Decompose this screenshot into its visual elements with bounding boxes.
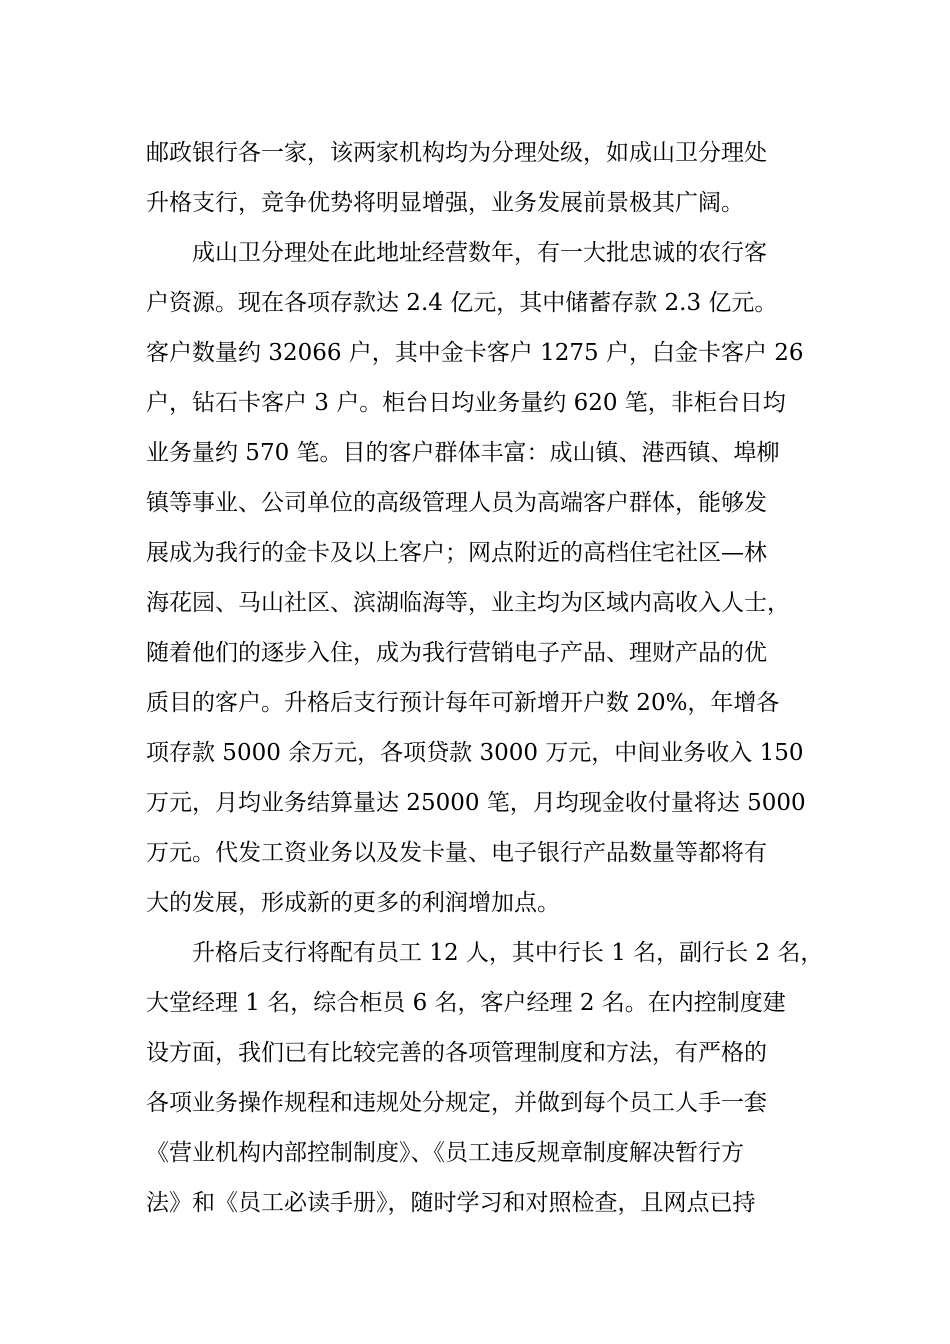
text-line: 升格支行，竞争优势将明显增强，业务发展前景极其广阔。 <box>146 190 744 216</box>
text-line: 海花园、马山社区、滨湖临海等，业主均为区域内高收入人士， <box>146 590 790 616</box>
text-line: 户，钻石卡客户 3 户。柜台日均业务量约 620 笔，非柜台日均 <box>146 390 786 416</box>
text-line: 项存款 5000 余万元，各项贷款 3000 万元，中间业务收入 150 <box>146 740 804 766</box>
text-line: 万元。代发工资业务以及发卡量、电子银行产品数量等都将有 <box>146 840 767 866</box>
text-line: 大的发展，形成新的更多的利润增加点。 <box>146 890 560 916</box>
text-line: 设方面，我们已有比较完善的各项管理制度和方法，有严格的 <box>146 1040 767 1066</box>
text-line: 客户数量约 32066 户，其中金卡客户 1275 户，白金卡客户 26 <box>146 340 804 366</box>
text-line: 展成为我行的金卡及以上客户；网点附近的高档住宅社区—林 <box>146 540 767 566</box>
text-line: 户资源。现在各项存款达 2.4 亿元，其中储蓄存款 2.3 亿元。 <box>146 290 778 316</box>
text-line: 质目的客户。升格后支行预计每年可新增开户数 20%，年增各 <box>146 690 780 716</box>
text-line: 各项业务操作规程和违规处分规定，并做到每个员工人手一套 <box>146 1090 767 1116</box>
text-line: 法》和《员工必读手册》，随时学习和对照检查，且网点已持 <box>146 1190 756 1216</box>
paragraph-start-line: 成山卫分理处在此地址经营数年，有一大批忠诚的农行客 <box>192 240 767 266</box>
paragraph-start-line: 升格后支行将配有员工 12 人，其中行长 1 名，副行长 2 名， <box>192 940 824 966</box>
text-line: 业务量约 570 笔。目的客户群体丰富：成山镇、港西镇、埠柳 <box>146 440 780 466</box>
text-line: 大堂经理 1 名，综合柜员 6 名，客户经理 2 名。在内控制度建 <box>146 990 786 1016</box>
text-line: 随着他们的逐步入住，成为我行营销电子产品、理财产品的优 <box>146 640 767 666</box>
text-line: 万元，月均业务结算量达 25000 笔，月均现金收付量将达 5000 <box>146 790 806 816</box>
text-line: 《营业机构内部控制制度》、《员工违反规章制度解决暂行方 <box>146 1140 744 1166</box>
text-line: 邮政银行各一家，该两家机构均为分理处级，如成山卫分理处 <box>146 140 767 166</box>
document-body <box>146 128 824 1228</box>
text-line: 镇等事业、公司单位的高级管理人员为高端客户群体，能够发 <box>146 490 767 516</box>
